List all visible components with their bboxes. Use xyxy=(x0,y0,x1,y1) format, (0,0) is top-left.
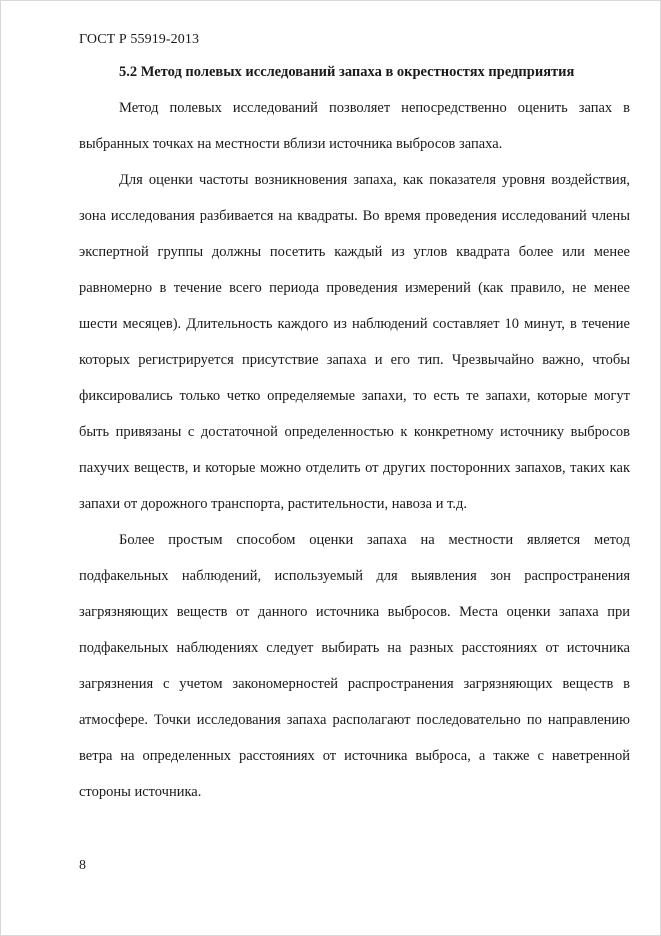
paragraph-plume-observations: Более простым способом оценки запаха на местности является метод подфакельных наблюдений, используемый для выявления зон распространения загрязняющих веществ от данного источника выбросов. Места оценки запаха при подфакельных наблюдениях следует выбирать на разных расстояниях от источника загрязнения с учетом закономерностей распространения загрязняющих веществ в атмосфере. Точки исследования запаха располагают последовательно по направлению ветра на определенных расстояниях от источника выброса, а также с наветренной стороны источника. xyxy=(79,532,630,800)
section-heading: 5.2 Метод полевых исследований запаха в окрестностях предприятия xyxy=(119,64,575,80)
document-header: ГОСТ Р 55919-2013 xyxy=(79,32,200,47)
page-number: 8 xyxy=(79,858,86,873)
section-body xyxy=(79,90,630,810)
paragraph-odour-frequency: Для оценки частоты возникновения запаха, как показателя уровня воздействия, зона исследования разбивается на квадраты. Во время проведения исследований члены экспертной группы должны посетить каждый из углов квадрата более или менее равномерно в течение всего периода проведения измерений (как правило, не менее шести месяцев). Длительность каждого из наблюдений составляет 10 минут, в течение которых регистрируется присутствие запаха и его тип. Чрезвычайно важно, чтобы фиксировались только четко определяемые запахи, то есть те запахи, которые могут быть привязаны с достаточной определенностью к конкретному источнику выбросов пахучих веществ, и которые можно отделить от других посторонних запахов, таких как запахи от дорожного транспорта, растительности, навоза и т.д. xyxy=(79,172,630,512)
paragraph-field-method-intro: Метод полевых исследований позволяет непосредственно оценить запах в выбранных точках на местности вблизи источника выбросов запаха. xyxy=(79,100,630,152)
